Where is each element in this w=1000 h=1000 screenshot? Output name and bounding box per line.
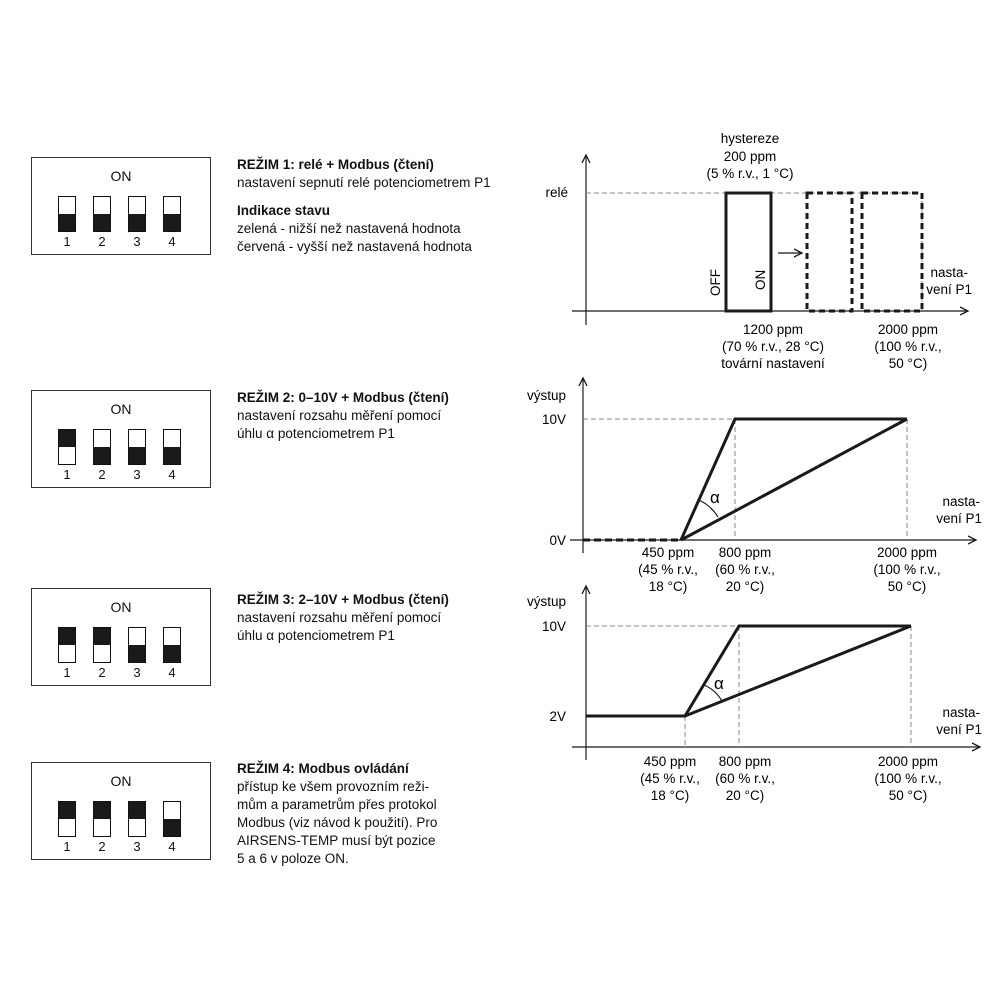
- graph1-x-label: vení P1: [926, 282, 972, 297]
- graph1-off-label: OFF: [708, 269, 723, 296]
- mode-2-line: nastavení rozsahu měření pomocí: [237, 408, 442, 423]
- graph3-tick-450-detail: 18 °C): [650, 788, 690, 803]
- mode-1-subline: zelená - nižší než nastavená hodnota: [237, 221, 461, 236]
- graph2-y-top: 10V: [541, 412, 566, 427]
- graph3-x-label: nasta-: [942, 705, 980, 720]
- dip-on-label: ON: [110, 401, 132, 417]
- dip-switch-number: 1: [63, 665, 71, 680]
- dip-switch-number: 3: [133, 467, 141, 482]
- graph1-tick-1200-detail: (70 % r.v., 28 °C): [722, 339, 824, 354]
- dip-switch-number: 2: [98, 665, 106, 680]
- graph3-tick-800-detail: (60 % r.v.,: [715, 771, 775, 786]
- graph2-tick-450: 450 ppm: [641, 545, 695, 560]
- graph1-hysteresis-value: 200 ppm: [723, 149, 777, 164]
- graph2-tick-800-detail: (60 % r.v.,: [715, 562, 775, 577]
- dip-on-label: ON: [110, 599, 132, 615]
- graph1-hysteresis-detail: (5 % r.v., 1 °C): [706, 166, 794, 181]
- graph3-y-bottom: 2V: [549, 709, 566, 724]
- graph3-tick-800-detail: 20 °C): [725, 788, 765, 803]
- dip-switch-number: 3: [133, 665, 141, 680]
- graph3-x-label: vení P1: [936, 722, 982, 737]
- graph1-y-label: relé: [545, 185, 568, 200]
- graph1-relay-pulse-max: [862, 193, 922, 311]
- graph2-shallow-line: [681, 419, 907, 540]
- mode-1-line: nastavení sepnutí relé potenciometrem P1: [237, 175, 491, 190]
- graph2-tick-450-detail: (45 % r.v.,: [638, 562, 698, 577]
- graph2-x-label: nasta-: [942, 494, 980, 509]
- dip-switch-number: 3: [133, 234, 141, 249]
- graph1-tick-2000-detail: 50 °C): [888, 356, 928, 371]
- dip-switch-number: 4: [168, 665, 176, 680]
- mode-4-line: AIRSENS-TEMP musí být pozice: [237, 833, 436, 848]
- dip-switch-number: 2: [98, 234, 106, 249]
- mode-4-line: přístup ke všem provozním reži-: [237, 779, 430, 794]
- mode-3-line: nastavení rozsahu měření pomocí: [237, 610, 442, 625]
- graph3-tick-2000: 2000 ppm: [877, 754, 939, 769]
- graph2-y-title: výstup: [526, 388, 566, 403]
- dip-on-label: ON: [110, 168, 132, 184]
- graph3-tick-450: 450 ppm: [643, 754, 697, 769]
- graph1-tick-2000-detail: (100 % r.v.,: [874, 339, 942, 354]
- mode-4-line: 5 a 6 v poloze ON.: [237, 851, 349, 866]
- graph3-shallow-line: [685, 626, 911, 716]
- graph1-on-label: ON: [753, 269, 768, 290]
- mode-1-subline: červená - vyšší než nastavená hodnota: [237, 239, 472, 254]
- graph1-x-label: nasta-: [930, 265, 968, 280]
- graph1-tick-1200: 1200 ppm: [742, 322, 804, 337]
- dip-switch-number: 2: [98, 839, 106, 854]
- graph1-relay-pulse-shifted: [807, 193, 852, 311]
- graph1-tick-2000: 2000 ppm: [877, 322, 939, 337]
- dip-switch-number: 1: [63, 467, 71, 482]
- dip-switch-number: 4: [168, 467, 176, 482]
- mode-4-line: mům a parametrům přes protokol: [237, 797, 437, 812]
- graph2-tick-2000: 2000 ppm: [876, 545, 938, 560]
- graph-0-10v: [527, 378, 982, 594]
- dip-switch-number: 4: [168, 234, 176, 249]
- mode-1-title: REŽIM 1: relé + Modbus (čtení): [237, 157, 434, 172]
- mode-3-title: REŽIM 3: 2–10V + Modbus (čtení): [237, 592, 449, 607]
- graph2-tick-800-detail: 20 °C): [725, 579, 765, 594]
- mode-4-line: Modbus (viz návod k použití). Pro: [237, 815, 438, 830]
- graph2-tick-450-detail: 18 °C): [648, 579, 688, 594]
- graph1-relay-pulse: [726, 193, 771, 311]
- mode-4-title: REŽIM 4: Modbus ovládání: [237, 761, 409, 776]
- graph2-x-label: vení P1: [936, 511, 982, 526]
- dip-switch-number: 4: [168, 839, 176, 854]
- graph3-tick-800: 800 ppm: [718, 754, 772, 769]
- graph1-hysteresis-label: hystereze: [720, 131, 780, 146]
- graph3-tick-450-detail: (45 % r.v.,: [640, 771, 700, 786]
- graph1-tick-1200-note: tovární nastavení: [721, 356, 825, 371]
- mode-2-title: REŽIM 2: 0–10V + Modbus (čtení): [237, 390, 449, 405]
- dip-switch-number: 1: [63, 234, 71, 249]
- graph3-alpha: α: [714, 674, 724, 693]
- graph3-steep-line: [586, 626, 911, 716]
- mode-2-line: úhlu α potenciometrem P1: [237, 426, 395, 441]
- dip-on-label: ON: [110, 773, 132, 789]
- graph2-tick-2000-detail: (100 % r.v.,: [873, 562, 941, 577]
- graph3-tick-2000-detail: 50 °C): [888, 788, 928, 803]
- dip-switch-number: 1: [63, 839, 71, 854]
- graph2-tick-2000-detail: 50 °C): [887, 579, 927, 594]
- graph3-y-top: 10V: [541, 619, 566, 634]
- mode-3-line: úhlu α potenciometrem P1: [237, 628, 395, 643]
- dip-switch-number: 3: [133, 839, 141, 854]
- graph2-y-bottom: 0V: [549, 533, 566, 548]
- graph-relay: [545, 131, 972, 371]
- graph-2-10v: [527, 586, 982, 803]
- graph2-alpha: α: [710, 488, 720, 507]
- graph3-y-title: výstup: [526, 594, 566, 609]
- dip-switch-number: 2: [98, 467, 106, 482]
- graph3-tick-2000-detail: (100 % r.v.,: [874, 771, 942, 786]
- graph2-tick-800: 800 ppm: [718, 545, 772, 560]
- mode-1-subtitle: Indikace stavu: [237, 203, 331, 218]
